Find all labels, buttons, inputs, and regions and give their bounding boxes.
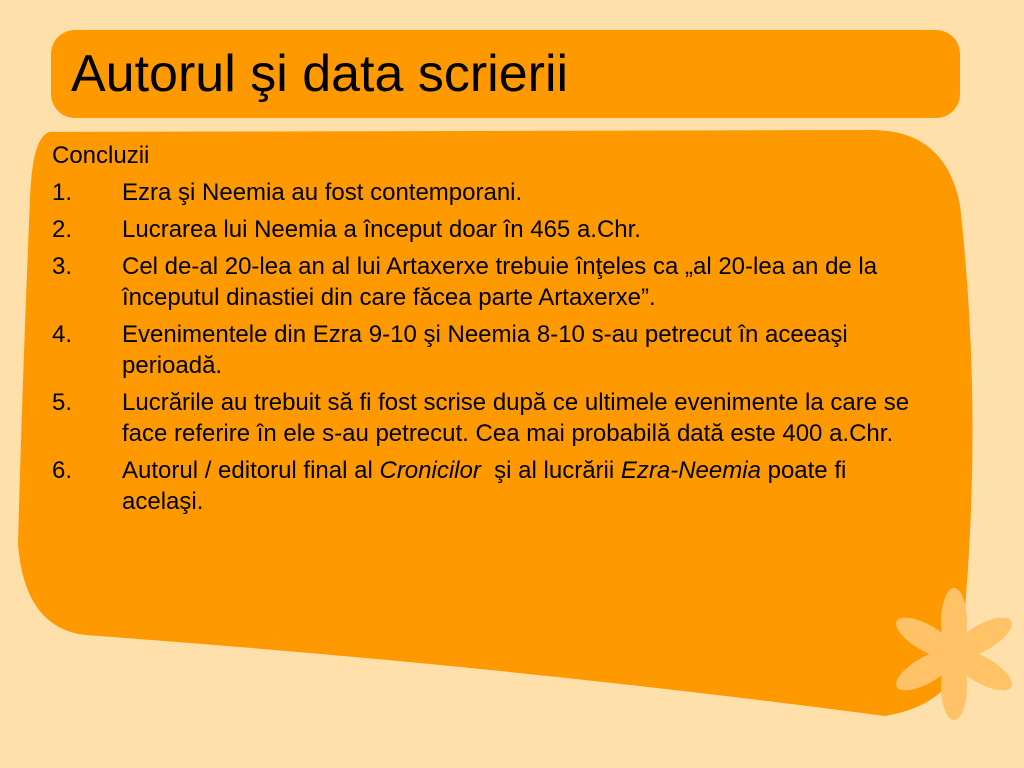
list-item	[52, 214, 932, 245]
item-text: Cel de-al 20-lea an al lui Artaxerxe trebuie înţeles ca „al 20-lea an de la începutul dinastiei din care făcea parte Artaxerxe”.	[122, 253, 878, 311]
item-text-part: poate fi acelaşi.	[122, 457, 847, 515]
item-number: 2.	[52, 216, 73, 243]
item-text-part: şi al lucrării	[480, 457, 621, 484]
flower-decoration-icon	[885, 585, 1024, 724]
list-item	[52, 387, 932, 449]
conclusions-list	[52, 177, 932, 517]
list-item	[52, 319, 932, 381]
book-title-ezra-neemia: Ezra-Neemia	[620, 457, 761, 484]
item-number: 1.	[52, 179, 73, 206]
item-number: 5.	[52, 389, 73, 416]
list-item	[52, 455, 932, 517]
list-item	[52, 177, 932, 208]
item-text: Evenimentele din Ezra 9-10 şi Neemia 8-10 s-au petrecut în aceeaşi perioadă.	[122, 321, 848, 379]
item-text: Lucrările au trebuit să fi fost scrise după ce ultimele evenimente la care se face referire în ele s-au petrecut. Cea mai probabilă dată este 400 a.Chr.	[122, 389, 910, 447]
list-item	[52, 251, 932, 313]
book-title-cronici: Cronicilor	[379, 457, 481, 484]
item-number: 3.	[52, 253, 73, 280]
item-text-part: Autorul / editorul final al	[122, 457, 380, 484]
slide-title: Autorul şi data scrierii	[71, 45, 569, 103]
item-text: Ezra şi Neemia au fost contemporani.	[122, 179, 523, 206]
slide-body	[52, 140, 932, 523]
item-number: 4.	[52, 321, 73, 348]
item-text: Lucrarea lui Neemia a început doar în 465 a.Chr.	[122, 216, 641, 243]
section-heading: Concluzii	[52, 142, 150, 169]
item-number: 6.	[52, 457, 73, 484]
item-text	[122, 455, 932, 517]
